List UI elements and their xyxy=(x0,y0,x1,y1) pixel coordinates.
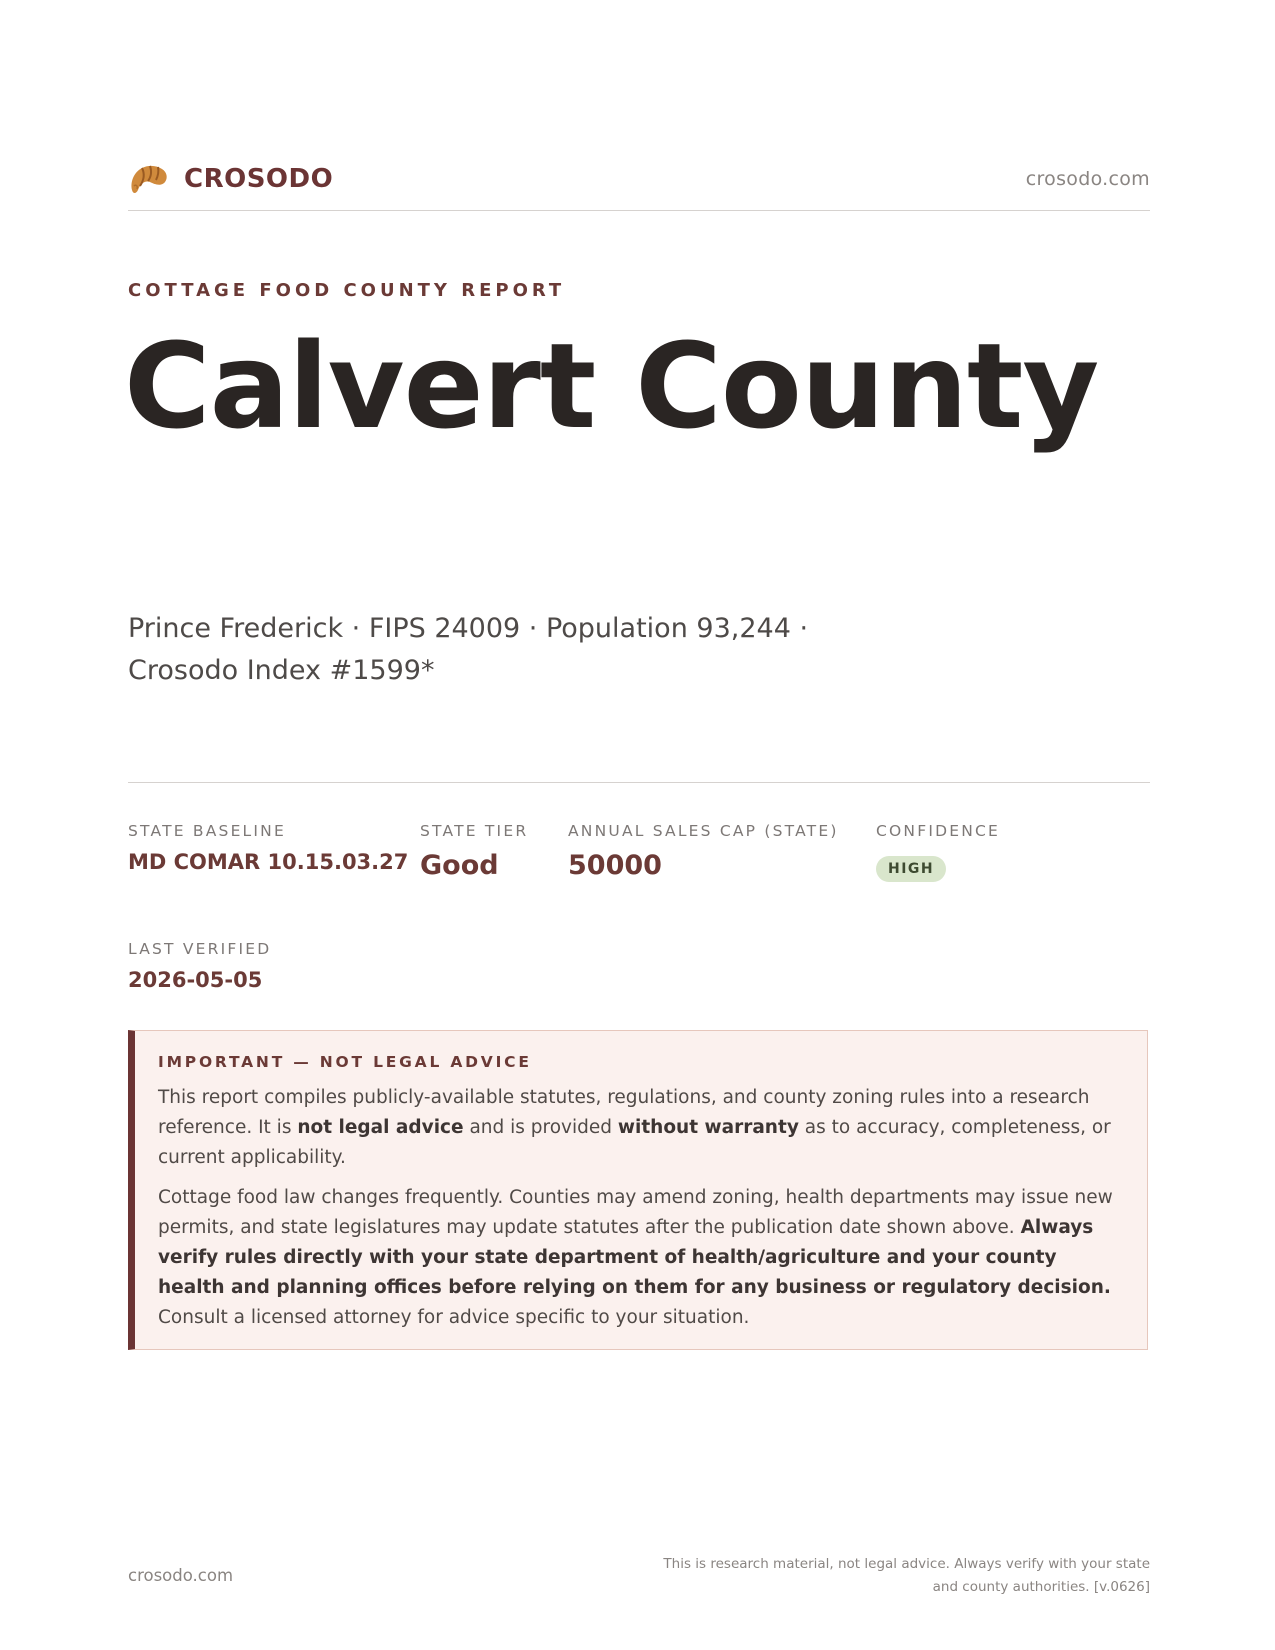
notice-bold: without warranty xyxy=(617,1117,799,1138)
stat-value: 50000 xyxy=(568,850,662,881)
stat-value: Good xyxy=(420,850,499,881)
stat-label: LAST VERIFIED xyxy=(128,940,272,958)
page-header xyxy=(128,158,1150,211)
notice-text: Cottage food law changes frequently. Counties may amend zoning, health departments may issue new permits, and state legislatures may update statutes after the publication date shown above. xyxy=(158,1187,1113,1238)
county-subtitle xyxy=(128,608,948,692)
notice-title: IMPORTANT — NOT LEGAL ADVICE xyxy=(158,1053,532,1071)
croissant-icon xyxy=(128,160,170,198)
report-eyebrow: COTTAGE FOOD COUNTY REPORT xyxy=(128,280,566,301)
notice-text: Consult a licensed attorney for advice specific to your situation. xyxy=(158,1307,750,1328)
stat-label: STATE TIER xyxy=(420,822,529,840)
stat-value: MD COMAR 10.15.03.27 xyxy=(128,850,409,874)
notice-paragraph-2 xyxy=(158,1183,1125,1333)
stat-label: STATE BASELINE xyxy=(128,822,286,840)
page-title: Calvert County xyxy=(124,317,1099,455)
notice-text: as to accuracy, completeness, or current applicability. xyxy=(158,1117,1111,1168)
footer-disclaimer xyxy=(630,1553,1150,1599)
section-divider xyxy=(128,782,1150,783)
notice-bold: not legal advice xyxy=(297,1117,464,1138)
brand-name: CROSODO xyxy=(184,164,334,194)
brand xyxy=(128,160,333,198)
stat-confidence xyxy=(876,822,1000,882)
subtitle-line-2: Crosodo Index #1599* xyxy=(128,655,435,686)
stat-state-tier xyxy=(420,822,528,881)
subtitle-line-1: Prince Frederick · FIPS 24009 · Population 93,244 · xyxy=(128,613,809,644)
legal-notice xyxy=(128,1030,1148,1350)
confidence-badge: HIGH xyxy=(876,856,946,882)
stat-last-verified xyxy=(128,940,271,992)
notice-text: and is provided xyxy=(463,1117,618,1138)
notice-bold: Always verify rules directly with your state department of health/agriculture and your county health and planning offices before relying on them for any business or regulatory decision. xyxy=(158,1217,1111,1298)
stat-value: 2026-05-05 xyxy=(128,968,263,992)
site-link[interactable]: crosodo.com xyxy=(1025,168,1150,190)
report-page xyxy=(124,0,1150,1650)
footer-disclaimer-line-2: and county authorities. [v.0626] xyxy=(932,1579,1150,1595)
stat-label: ANNUAL SALES CAP (STATE) xyxy=(568,822,839,840)
stat-label: CONFIDENCE xyxy=(876,822,1001,840)
footer-disclaimer-line-1: This is research material, not legal advice. Always verify with your state xyxy=(663,1556,1150,1572)
stat-sales-cap xyxy=(568,822,839,881)
notice-paragraph-1 xyxy=(158,1083,1125,1173)
notice-text: This report compiles publicly-available statutes, regulations, and county zoning rules into a research reference. It is xyxy=(158,1087,1090,1138)
stat-state-baseline xyxy=(128,822,408,874)
footer-site-link[interactable]: crosodo.com xyxy=(128,1566,234,1585)
